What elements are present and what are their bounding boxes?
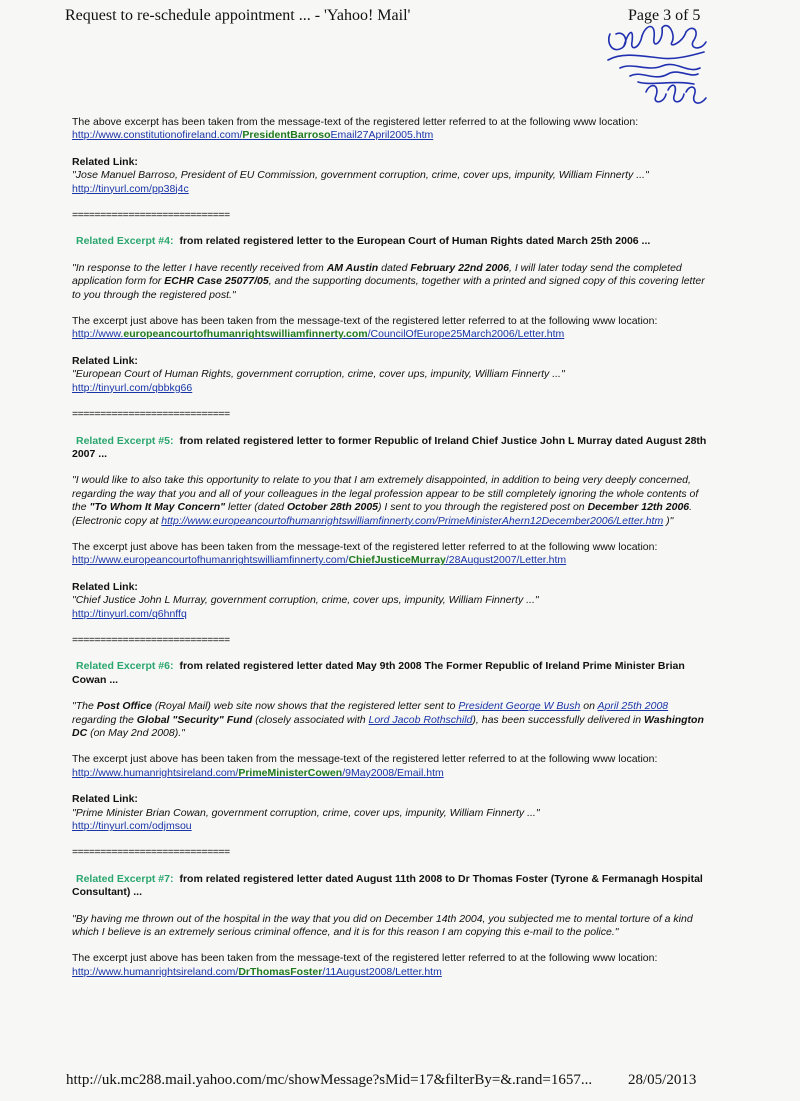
print-header-page-number: Page 3 of 5 — [628, 7, 701, 24]
excerpt-5-source — [72, 541, 712, 568]
excerpt-7-source — [72, 952, 712, 979]
handwritten-signature-stamp — [602, 12, 710, 116]
related-link-description: "Jose Manuel Barroso, President of EU Commission, government corruption, crime, cover ups, impunity, William Finnerty ..." — [72, 169, 649, 182]
barroso-letter-link[interactable]: http://www.constitutionofireland.com/PresidentBarrosoEmail27April2005.htm — [72, 129, 434, 142]
excerpt-7-quote: "By having me thrown out of the hospital in the way that you did on December 14th 2004, you subjected me to mental torture of a kind which I believe is an extremely serious criminal offence, and it is for this reason I am copying this e-mail to the police." — [72, 912, 693, 939]
intro-related-link — [72, 156, 712, 196]
related-link-description: "European Court of Human Rights, government corruption, crime, cover ups, impunity, William Finnerty ..." — [72, 368, 565, 381]
ahern-letter-link[interactable]: http://www.europeancourtofhumanrightswilliamfinnerty.com/PrimeMinisterAhern12December2006/Letter.htm — [161, 514, 664, 527]
april-25th-link[interactable]: April 25th 2008 — [597, 700, 669, 713]
separator: ============================ — [72, 209, 230, 222]
excerpt-7-heading — [72, 873, 712, 900]
barroso-tinyurl-link[interactable]: http://tinyurl.com/pp38j4c — [72, 182, 189, 195]
related-link-label: Related Link: — [72, 580, 138, 593]
excerpt-4-section — [72, 235, 712, 421]
intro-excerpt-source — [72, 116, 712, 143]
related-link-label: Related Link: — [72, 155, 138, 168]
excerpt-4-source — [72, 315, 712, 342]
excerpt-5-related-link — [72, 581, 712, 621]
print-header-title: Request to re-schedule appointment ... - 'Yahoo! Mail' — [65, 7, 411, 24]
print-footer-date: 28/05/2013 — [628, 1072, 697, 1088]
related-link-label: Related Link: — [72, 793, 138, 806]
excerpt-6-label: Related Excerpt #6: — [76, 660, 174, 673]
bush-link[interactable]: President George W Bush — [458, 700, 581, 713]
related-link-label: Related Link: — [72, 354, 138, 367]
excerpt-6-heading — [72, 660, 712, 687]
excerpt-5-label: Related Excerpt #5: — [76, 434, 174, 447]
excerpt-4-related-link — [72, 355, 712, 395]
cowen-letter-link[interactable]: http://www.humanrightsireland.com/PrimeMinisterCowen/9May2008/Email.htm — [72, 766, 444, 779]
foster-letter-link[interactable]: http://www.humanrightsireland.com/DrThomasFoster/11August2008/Letter.htm — [72, 965, 442, 978]
excerpt-6-quote: "The Post Office (Royal Mail) web site now shows that the registered letter sent to President George W Bush on April 25th 2008 regarding the Global "Security" Fund (closely associated with Lord Jacob Rothschild), has been successfully delivered in Washington DC (on May 2nd 2008)." — [72, 700, 704, 739]
excerpt-6-related-link — [72, 793, 712, 833]
excerpt-source-text: The excerpt just above has been taken from the message-text of the registered letter referred to at the following www location: — [72, 315, 658, 328]
separator: ============================ — [72, 408, 230, 421]
letter-content — [72, 116, 712, 992]
excerpt-6-source — [72, 753, 712, 780]
excerpt-4-title: from related registered letter to the European Court of Human Rights dated March 25th 2006 ... — [179, 235, 651, 248]
excerpt-source-text: The excerpt just above has been taken from the message-text of the registered letter referred to at the following www location: — [72, 952, 658, 965]
excerpt-4-label: Related Excerpt #4: — [76, 235, 174, 248]
excerpt-4-quote: "In response to the letter I have recently received from AM Austin dated February 22nd 2006, I will later today send the completed application form for ECHR Case 25077/05, and the supporting documents, together with a printed and signed copy of this covering letter to you through the registered post." — [72, 261, 705, 301]
excerpt-5-heading — [72, 435, 712, 462]
excerpt-7-section — [72, 873, 712, 979]
echr-tinyurl-link[interactable]: http://tinyurl.com/qbbkg66 — [72, 381, 193, 394]
excerpt-source-text: The excerpt just above has been taken from the message-text of the registered letter referred to at the following www location: — [72, 753, 658, 766]
excerpt-7-title: from related registered letter dated August 11th 2008 to Dr Thomas Foster (Tyrone & Fermanagh Hospital Consultant) ... — [72, 872, 703, 899]
excerpt-7-label: Related Excerpt #7: — [76, 872, 174, 885]
separator: ============================ — [72, 633, 230, 646]
intro-section — [72, 116, 712, 222]
excerpt-5-section — [72, 435, 712, 648]
related-link-description: "Chief Justice John L Murray, government corruption, crime, cover ups, impunity, William Finnerty ..." — [72, 594, 539, 607]
excerpt-6-section — [72, 660, 712, 859]
separator: ============================ — [72, 846, 230, 859]
murray-letter-link[interactable]: http://www.europeancourtofhumanrightswilliamfinnerty.com/ChiefJusticeMurray/28August2007/Letter.htm — [72, 554, 567, 567]
excerpt-source-text: The above excerpt has been taken from the message-text of the registered letter referred to at the following www location: — [72, 116, 639, 128]
related-link-description: "Prime Minister Brian Cowan, government corruption, crime, cover ups, impunity, William Finnerty ..." — [72, 806, 540, 819]
excerpt-4-heading — [72, 235, 712, 248]
excerpt-5-quote: "I would like to also take this opportunity to relate to you that I am extremely disappointed, in addition to being very deeply concerned, regarding the way that you and all of your colleagues in the legal profession appear to be still completely ignoring the whole contents of the "To Whom It May Concern" letter (dated October 28th 2005) I sent to you through the registered post on December 12th 2006. (Electronic copy at http://www.europeancourtofhumanrightswilliamfinnerty.com/PrimeMinisterAhern12December2006/Letter.htm )" — [72, 474, 699, 527]
excerpt-6-title: from related registered letter dated May 9th 2008 The Former Republic of Ireland Prime Minister Brian Cowan ... — [72, 660, 685, 686]
echr-letter-link[interactable]: http://www.europeancourtofhumanrightswilliamfinnerty.com/CouncilOfEurope25March2006/Letter.htm — [72, 328, 565, 341]
excerpt-5-title: from related registered letter to former Republic of Ireland Chief Justice John L Murray dated August 28th 2007 ... — [72, 434, 707, 460]
murray-tinyurl-link[interactable]: http://tinyurl.com/q6hnffq — [72, 607, 187, 620]
rothschild-link[interactable]: Lord Jacob Rothschild — [368, 713, 473, 726]
print-footer-url: http://uk.mc288.mail.yahoo.com/mc/showMessage?sMid=17&filterBy=&.rand=1657... — [66, 1072, 593, 1088]
cowen-tinyurl-link[interactable]: http://tinyurl.com/odjmsou — [72, 820, 192, 833]
excerpt-source-text: The excerpt just above has been taken from the message-text of the registered letter referred to at the following www location: — [72, 540, 658, 553]
